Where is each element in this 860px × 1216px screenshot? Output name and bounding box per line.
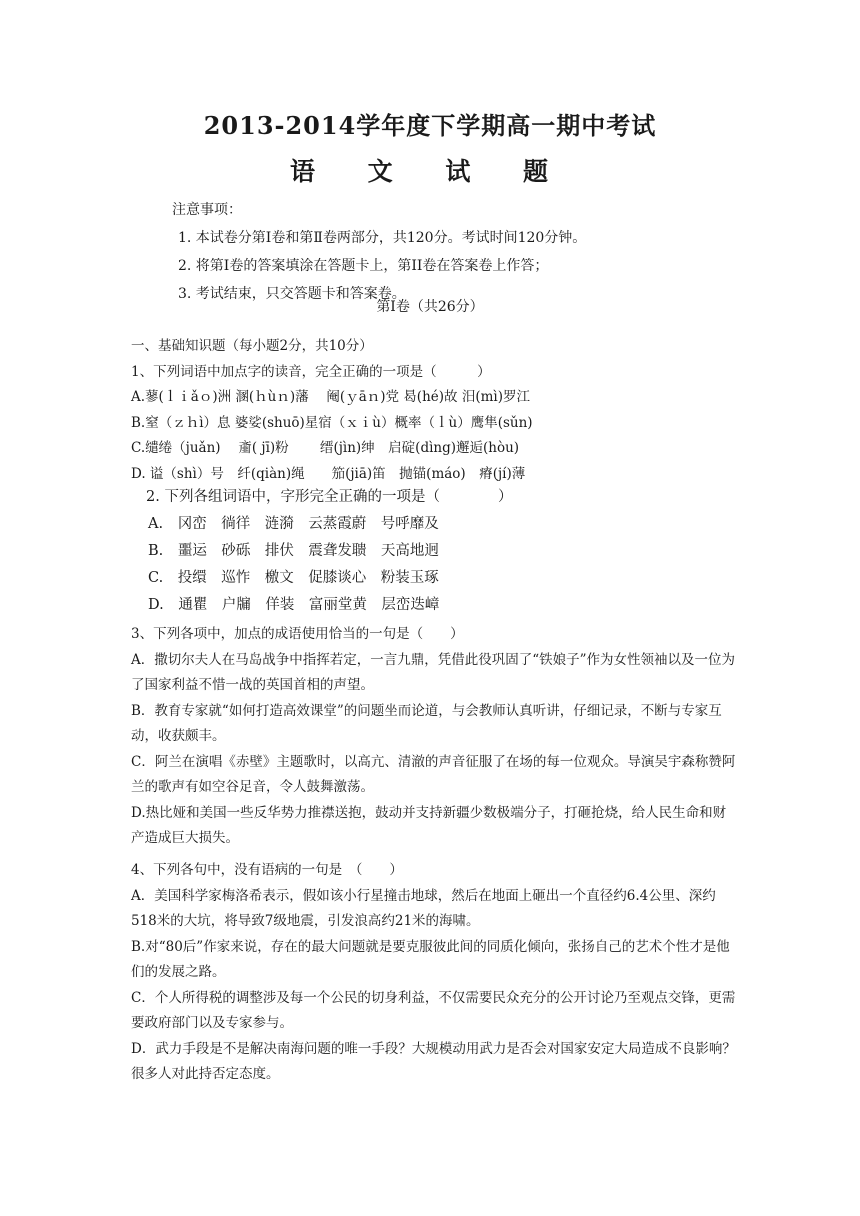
question-3 bbox=[131, 622, 739, 852]
question-stem: 1、下列词语中加点字的读音，完全正确的一项是（ ） bbox=[131, 363, 491, 380]
notice-block bbox=[172, 196, 586, 308]
option-b: B.窒（ｚｈì）息 婆娑(shuō)星宿（ｘｉù）概率（ｌù）鹰隼(sǔn) bbox=[131, 414, 533, 431]
notice-item: 3. 考试结束，只交答题卡和答案卷。 bbox=[178, 286, 406, 302]
notice-item: 1. 本试卷分第Ⅰ卷和第Ⅱ卷两部分，共120分。考试时间120分钟。 bbox=[178, 230, 587, 246]
option-b: B．教育专家就“如何打造高效课堂”的问题坐而论道，与会教师认真听讲，仔细记录，不断与专家互动，收获颇丰。 bbox=[131, 702, 722, 744]
question-stem: 2. 下列各组词语中，字形完全正确的一项是（ ） bbox=[146, 489, 513, 505]
question-stem: 3、下列各项中，加点的成语使用恰当的一句是（ ） bbox=[131, 626, 464, 642]
option-d: D．武力手段是不是解决南海问题的唯一手段？大规模动用武力是否会对国家安定大局造成不良影响？很多人对此持否定态度。 bbox=[131, 1040, 736, 1082]
option-d: D. 通瞿 户牖 佯装 富丽堂黄 层峦迭嶂 bbox=[148, 597, 440, 613]
option-a: A.蓼(ｌｉǎｏ)洲 溷(ｈùｎ)藩 阉(ｙāｎ)党 曷(hé)故 汨(mì)罗江 bbox=[131, 389, 530, 405]
notice-heading: 注意事项： bbox=[172, 202, 242, 218]
question-stem: 4、下列各句中，没有语病的一句是 （ ） bbox=[131, 862, 403, 878]
question-4 bbox=[131, 858, 739, 1088]
exam-title: 2013-2014学年度下学期高一期中考试 bbox=[203, 111, 657, 140]
section-title: 一、基础知识题（每小题2分，共10分） bbox=[131, 338, 373, 354]
option-b: B. 噩运 砂砾 排伏 震聋发聩 天高地迥 bbox=[148, 543, 439, 559]
option-c: C. 投缳 巡怍 檄文 促膝谈心 粉装玉琢 bbox=[148, 570, 439, 586]
option-c: C．阿兰在演唱《赤壁》主题歌时，以高亢、清澈的声音征服了在场的每一位观众。导演吴宇森称赞阿兰的歌声有如空谷足音，令人鼓舞激荡。 bbox=[131, 753, 736, 795]
option-a: A．撒切尔夫人在马岛战争中指挥若定，一言九鼎，凭借此役巩固了“铁娘子”作为女性领袖以及一位为了国家利益不惜一战的英国首相的声望。 bbox=[131, 651, 736, 693]
option-d: D.热比娅和美国一些反华势力推襟送抱，鼓动并支持新疆少数极端分子，打砸抢烧，给人民生命和财产造成巨大损失。 bbox=[131, 804, 727, 846]
option-a: A．美国科学家梅洛希表示，假如该小行星撞击地球，然后在地面上砸出一个直径约6.4公里、深约518米的大坑，将导致7级地震，引发浪高约21米的海啸。 bbox=[131, 887, 716, 929]
notice-item: 2. 将第I卷的答案填涂在答题卡上，第II卷在答案卷上作答； bbox=[178, 258, 549, 274]
option-b: B.对“80后”作家来说，存在的最大问题就是要克服彼此间的同质化倾向，张扬自己的艺术个性才是他们的发展之路。 bbox=[131, 938, 730, 980]
option-c: C．个人所得税的调整涉及每一个公民的切身利益，不仅需要民众充分的公开讨论乃至观点交锋，更需要政府部门以及专家参与。 bbox=[131, 989, 736, 1031]
option-c: C.缱绻（juǎn) 齑( jī)粉 缙(jìn)绅 启碇(dìng)邂逅(hòu) bbox=[131, 440, 520, 456]
option-a: A. 冈峦 徜徉 涟漪 云蒸霞蔚 号呼靡及 bbox=[148, 516, 439, 532]
option-d: D. 谥（shì）号 纤(qiàn)绳 笳(jiā)笛 抛锚(máo) 瘠(jí)薄 bbox=[131, 465, 526, 482]
question-1 bbox=[131, 334, 739, 487]
part-title: 第Ⅰ卷（共26分） bbox=[376, 299, 484, 315]
subject-title: 语 文 试 题 bbox=[289, 157, 571, 186]
question-2 bbox=[146, 484, 512, 619]
